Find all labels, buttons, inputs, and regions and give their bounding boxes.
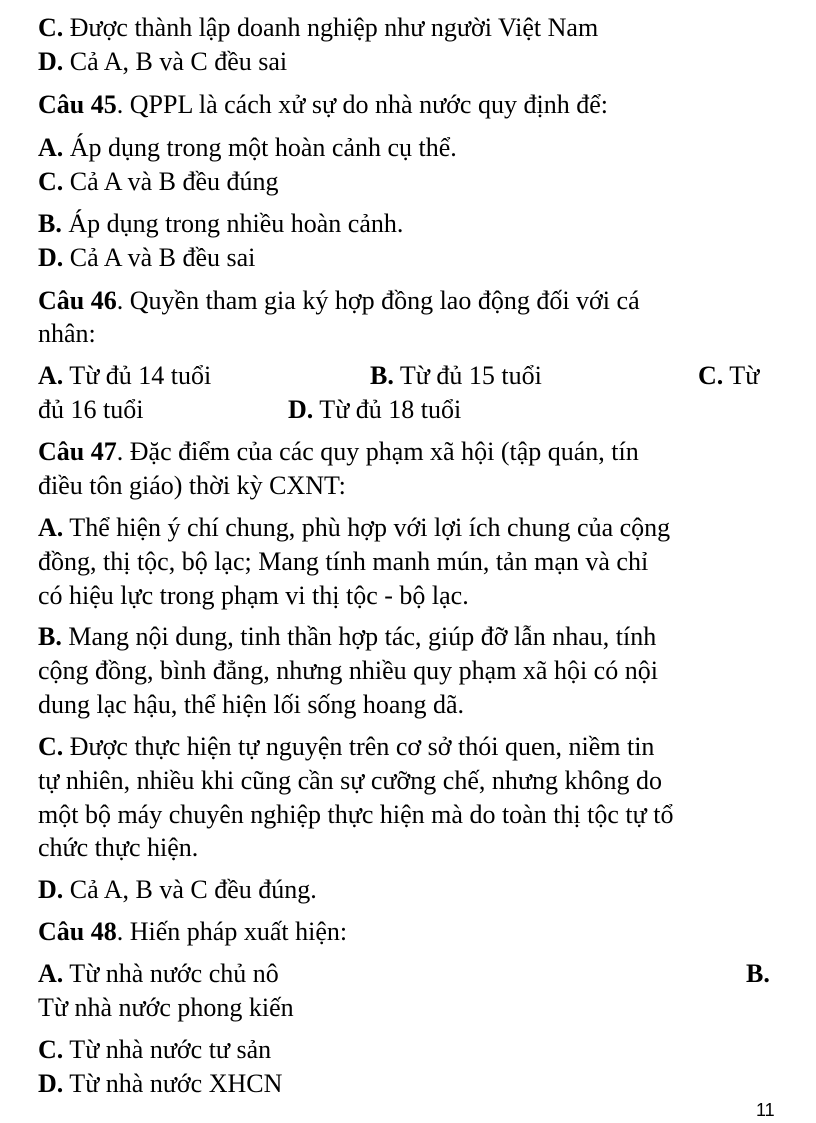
q48-option-b: Từ nhà nước phong kiến xyxy=(38,993,294,1022)
q47-option-c-cont: tự nhiên, nhiều khi cũng cần sự cưỡng chế, nhưng không do xyxy=(38,766,662,795)
option-c-line: C. Được thành lập doanh nghiệp như người Việt Nam xyxy=(38,13,599,42)
q47-option-c-cont: một bộ máy chuyên nghiệp thực hiện mà do toàn thị tộc tự tổ xyxy=(38,800,674,829)
q46-option-c-cont: đủ 16 tuổi xyxy=(38,395,144,424)
q48-option-a: A. Từ nhà nước chủ nô xyxy=(38,959,279,988)
q48-option-c: C. Từ nhà nước tư sản xyxy=(38,1035,272,1064)
q48-option-b-label: B. xyxy=(746,959,770,988)
question-46: Câu 46. Quyền tham gia ký hợp đồng lao động đối với cá xyxy=(38,286,640,315)
q47-option-b-cont: cộng đồng, bình đẳng, nhưng nhiều quy phạm xã hội có nội xyxy=(38,656,658,685)
q47-option-b-cont: dung lạc hậu, thể hiện lối sống hoang dã. xyxy=(38,690,465,719)
q47-option-a-cont: có hiệu lực trong phạm vi thị tộc - bộ lạc. xyxy=(38,581,469,610)
q45-option-d: D. Cả A và B đều sai xyxy=(38,243,256,272)
question-45: Câu 45. QPPL là cách xử sự do nhà nước quy định để: xyxy=(38,90,608,119)
q47-option-a: A. Thể hiện ý chí chung, phù hợp với lợi ích chung của cộng xyxy=(38,513,671,542)
q45-option-b: B. Áp dụng trong nhiều hoàn cảnh. xyxy=(38,209,404,238)
q47-option-c-cont: chức thực hiện. xyxy=(38,833,199,862)
q46-option-b: B. Từ đủ 15 tuổi xyxy=(370,361,542,390)
question-46-cont: nhân: xyxy=(38,319,96,348)
question-48: Câu 48. Hiến pháp xuất hiện: xyxy=(38,917,348,946)
q46-option-d: D. Từ đủ 18 tuổi xyxy=(288,395,462,424)
question-47: Câu 47. Đặc điểm của các quy phạm xã hội (tập quán, tín xyxy=(38,437,639,466)
q47-option-c: C. Được thực hiện tự nguyện trên cơ sở thói quen, niềm tin xyxy=(38,732,655,761)
q45-option-c: C. Cả A và B đều đúng xyxy=(38,167,279,196)
q48-option-d: D. Từ nhà nước XHCN xyxy=(38,1069,283,1098)
option-d-line: D. Cả A, B và C đều sai xyxy=(38,47,288,76)
q47-option-d: D. Cả A, B và C đều đúng. xyxy=(38,875,317,904)
q46-option-a: A. Từ đủ 14 tuổi xyxy=(38,361,212,390)
q46-option-c: C. Từ xyxy=(698,361,760,390)
q47-option-a-cont: đồng, thị tộc, bộ lạc; Mang tính manh mún, tản mạn và chỉ xyxy=(38,547,649,576)
question-47-cont: điều tôn giáo) thời kỳ CXNT: xyxy=(38,471,346,500)
q47-option-b: B. Mang nội dung, tinh thần hợp tác, giúp đỡ lẫn nhau, tính xyxy=(38,622,657,651)
q45-option-a: A. Áp dụng trong một hoàn cảnh cụ thể. xyxy=(38,133,457,162)
page-number: 11 xyxy=(756,1100,775,1120)
